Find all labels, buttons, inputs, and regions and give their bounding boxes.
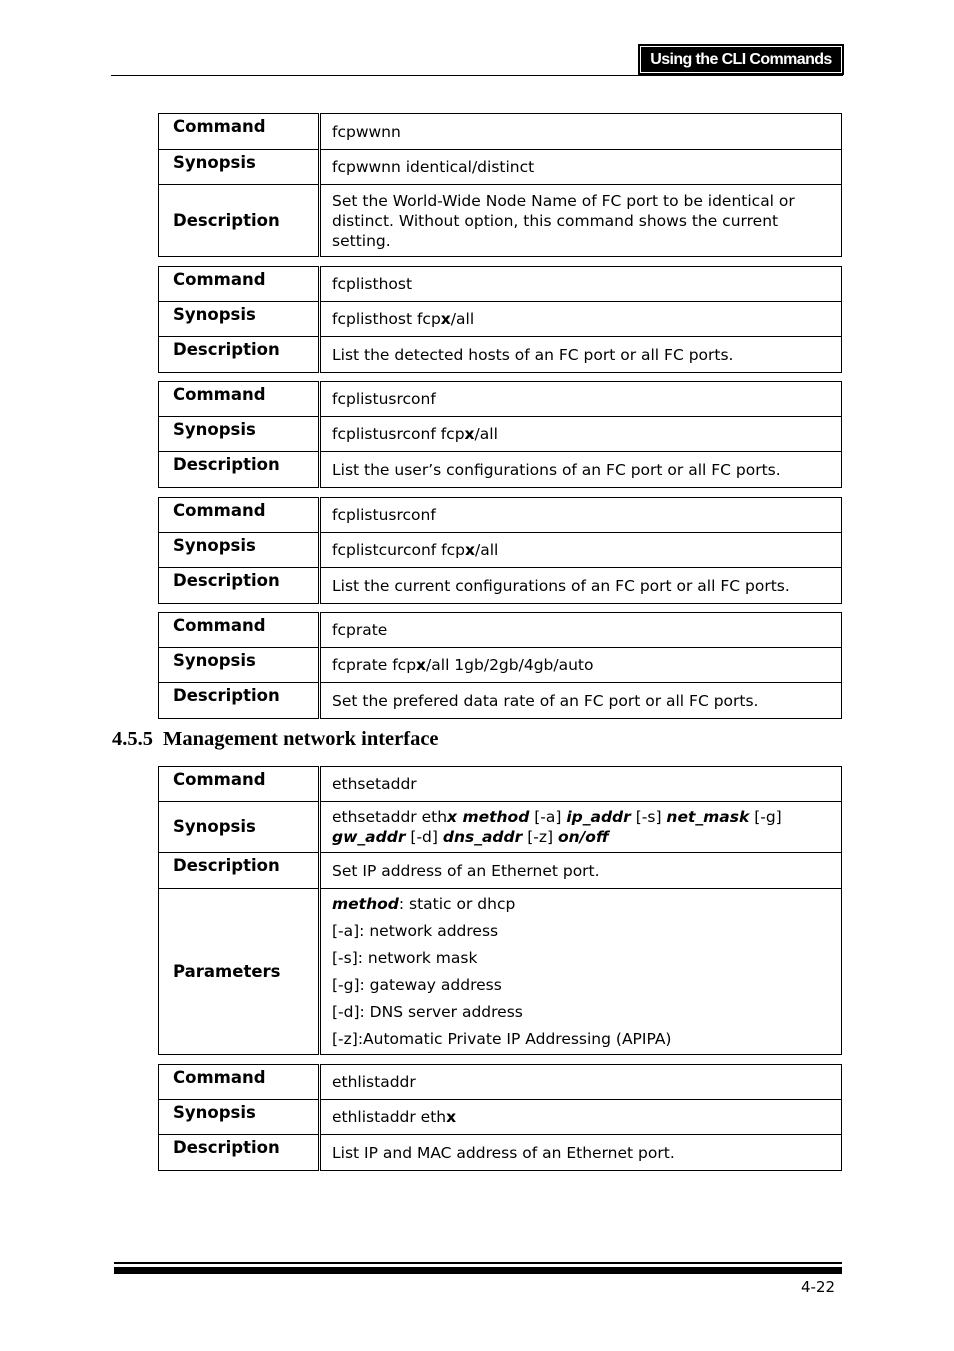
page-number: 4-22	[801, 1278, 836, 1296]
synopsis-value	[320, 648, 842, 683]
synopsis-value: fcpwwnn identical/distinct	[320, 150, 842, 185]
description-label: Description	[159, 568, 320, 604]
section-title-text: Management network interface	[163, 728, 439, 750]
description-row	[159, 452, 842, 488]
section-heading	[112, 728, 439, 751]
synopsis-flag: [-a]	[529, 808, 567, 826]
synopsis-label: Synopsis	[159, 1100, 320, 1135]
description-label: Description	[159, 683, 320, 719]
footer-rule-thin	[114, 1262, 842, 1264]
synopsis-port-var: x	[416, 656, 427, 674]
command-table-ethlistaddr	[158, 1064, 842, 1171]
parameters-value	[320, 889, 842, 1055]
synopsis-text: fcplisthost fcp	[332, 310, 441, 328]
command-value: ethlistaddr	[320, 1065, 842, 1100]
synopsis-port-var: x	[446, 1108, 457, 1126]
command-row	[159, 114, 842, 150]
description-row	[159, 853, 842, 889]
parameter-line: [-s]: network mask	[332, 948, 478, 967]
synopsis-value	[320, 417, 842, 452]
command-table-fcprate	[158, 612, 842, 719]
footer-rule-thick	[114, 1267, 842, 1274]
command-value: fcplisthost	[320, 267, 842, 302]
synopsis-label: Synopsis	[159, 533, 320, 568]
synopsis-text: fcplistusrconf fcp	[332, 425, 465, 443]
synopsis-label: Synopsis	[159, 802, 320, 853]
synopsis-text: /all 1gb/2gb/4gb/auto	[426, 656, 594, 674]
parameter-method-text: : static or dhcp	[398, 894, 516, 913]
synopsis-on-off-arg: on/off	[557, 828, 609, 846]
synopsis-value	[320, 302, 842, 337]
synopsis-ip-addr-arg: ip_addr	[566, 808, 631, 826]
synopsis-row	[159, 1100, 842, 1135]
synopsis-row	[159, 802, 842, 853]
parameter-line: [-g]: gateway address	[332, 975, 502, 994]
synopsis-gw-addr-arg: gw_addr	[332, 828, 406, 846]
synopsis-text: fcprate fcp	[332, 656, 417, 674]
description-value: List the detected hosts of an FC port or all FC ports.	[320, 337, 842, 373]
description-value: Set IP address of an Ethernet port.	[320, 853, 842, 889]
command-table-fcplistcurconf	[158, 497, 842, 604]
command-value: fcplistusrconf	[320, 498, 842, 533]
command-table-ethsetaddr	[158, 766, 842, 1055]
command-label: Command	[159, 382, 320, 417]
synopsis-label: Synopsis	[159, 648, 320, 683]
command-label: Command	[159, 114, 320, 150]
description-row	[159, 1135, 842, 1171]
description-value: Set the prefered data rate of an FC port or all FC ports.	[320, 683, 842, 719]
description-row	[159, 337, 842, 373]
description-label: Description	[159, 853, 320, 889]
command-value: fcprate	[320, 613, 842, 648]
synopsis-flag: [-d]	[405, 828, 443, 846]
synopsis-net-mask-arg: net_mask	[666, 808, 750, 826]
synopsis-flag: [-s]	[630, 808, 667, 826]
synopsis-label: Synopsis	[159, 150, 320, 185]
header-title-tab	[638, 44, 844, 75]
description-row	[159, 568, 842, 604]
description-row	[159, 185, 842, 257]
section-number: 4.5.5	[112, 728, 153, 750]
synopsis-flag: [-z]	[522, 828, 558, 846]
synopsis-text: /all	[450, 310, 475, 328]
synopsis-text: /all	[474, 425, 498, 443]
description-value: List IP and MAC address of an Ethernet port.	[320, 1135, 842, 1171]
command-row	[159, 1065, 842, 1100]
parameter-method	[332, 891, 835, 918]
synopsis-port-var: x	[440, 310, 451, 328]
synopsis-text: fcplistcurconf fcp	[332, 541, 465, 559]
command-row	[159, 498, 842, 533]
command-value: fcplistusrconf	[320, 382, 842, 417]
command-row	[159, 613, 842, 648]
synopsis-row	[159, 302, 842, 337]
command-row	[159, 267, 842, 302]
synopsis-flag: [-g]	[749, 808, 782, 826]
synopsis-method-arg: x method	[447, 808, 530, 826]
command-row	[159, 382, 842, 417]
description-label: Description	[159, 337, 320, 373]
parameters-row	[159, 889, 842, 1055]
description-row	[159, 683, 842, 719]
synopsis-text: ethsetaddr eth	[332, 808, 448, 826]
synopsis-row	[159, 417, 842, 452]
header-title: Using the CLI Commands	[650, 50, 832, 68]
command-table-fcplistusrconf	[158, 381, 842, 488]
command-label: Command	[159, 767, 320, 802]
command-table-fcplisthost	[158, 266, 842, 373]
command-value: ethsetaddr	[320, 767, 842, 802]
synopsis-row	[159, 150, 842, 185]
command-value: fcpwwnn	[320, 114, 842, 150]
parameter-line: [-d]: DNS server address	[332, 1002, 523, 1021]
synopsis-port-var: x	[464, 425, 475, 443]
parameter-method-label: method	[332, 894, 399, 913]
description-label: Description	[159, 185, 320, 257]
command-row	[159, 767, 842, 802]
synopsis-row	[159, 533, 842, 568]
synopsis-value	[320, 802, 842, 853]
synopsis-dns-addr-arg: dns_addr	[442, 828, 523, 846]
parameter-line: [-a]: network address	[332, 921, 499, 940]
command-label: Command	[159, 498, 320, 533]
synopsis-text: ethlistaddr eth	[332, 1108, 447, 1126]
header-rule	[111, 75, 843, 76]
synopsis-row	[159, 648, 842, 683]
command-label: Command	[159, 613, 320, 648]
description-value: List the current configurations of an FC port or all FC ports.	[320, 568, 842, 604]
parameter-line: [-z]:Automatic Private IP Addressing (APIPA)	[332, 1029, 672, 1048]
description-value: List the user’s configurations of an FC port or all FC ports.	[320, 452, 842, 488]
synopsis-label: Synopsis	[159, 417, 320, 452]
synopsis-text: /all	[475, 541, 499, 559]
description-value: Set the World-Wide Node Name of FC port to be identical or distinct. Without option, this command shows the current setting.	[320, 185, 842, 257]
command-label: Command	[159, 1065, 320, 1100]
parameters-label: Parameters	[159, 889, 320, 1055]
command-label: Command	[159, 267, 320, 302]
command-table-fcpwwnn	[158, 113, 842, 257]
synopsis-port-var: x	[465, 541, 475, 559]
synopsis-value	[320, 1100, 842, 1135]
description-label: Description	[159, 1135, 320, 1171]
synopsis-label: Synopsis	[159, 302, 320, 337]
description-label: Description	[159, 452, 320, 488]
synopsis-value	[320, 533, 842, 568]
